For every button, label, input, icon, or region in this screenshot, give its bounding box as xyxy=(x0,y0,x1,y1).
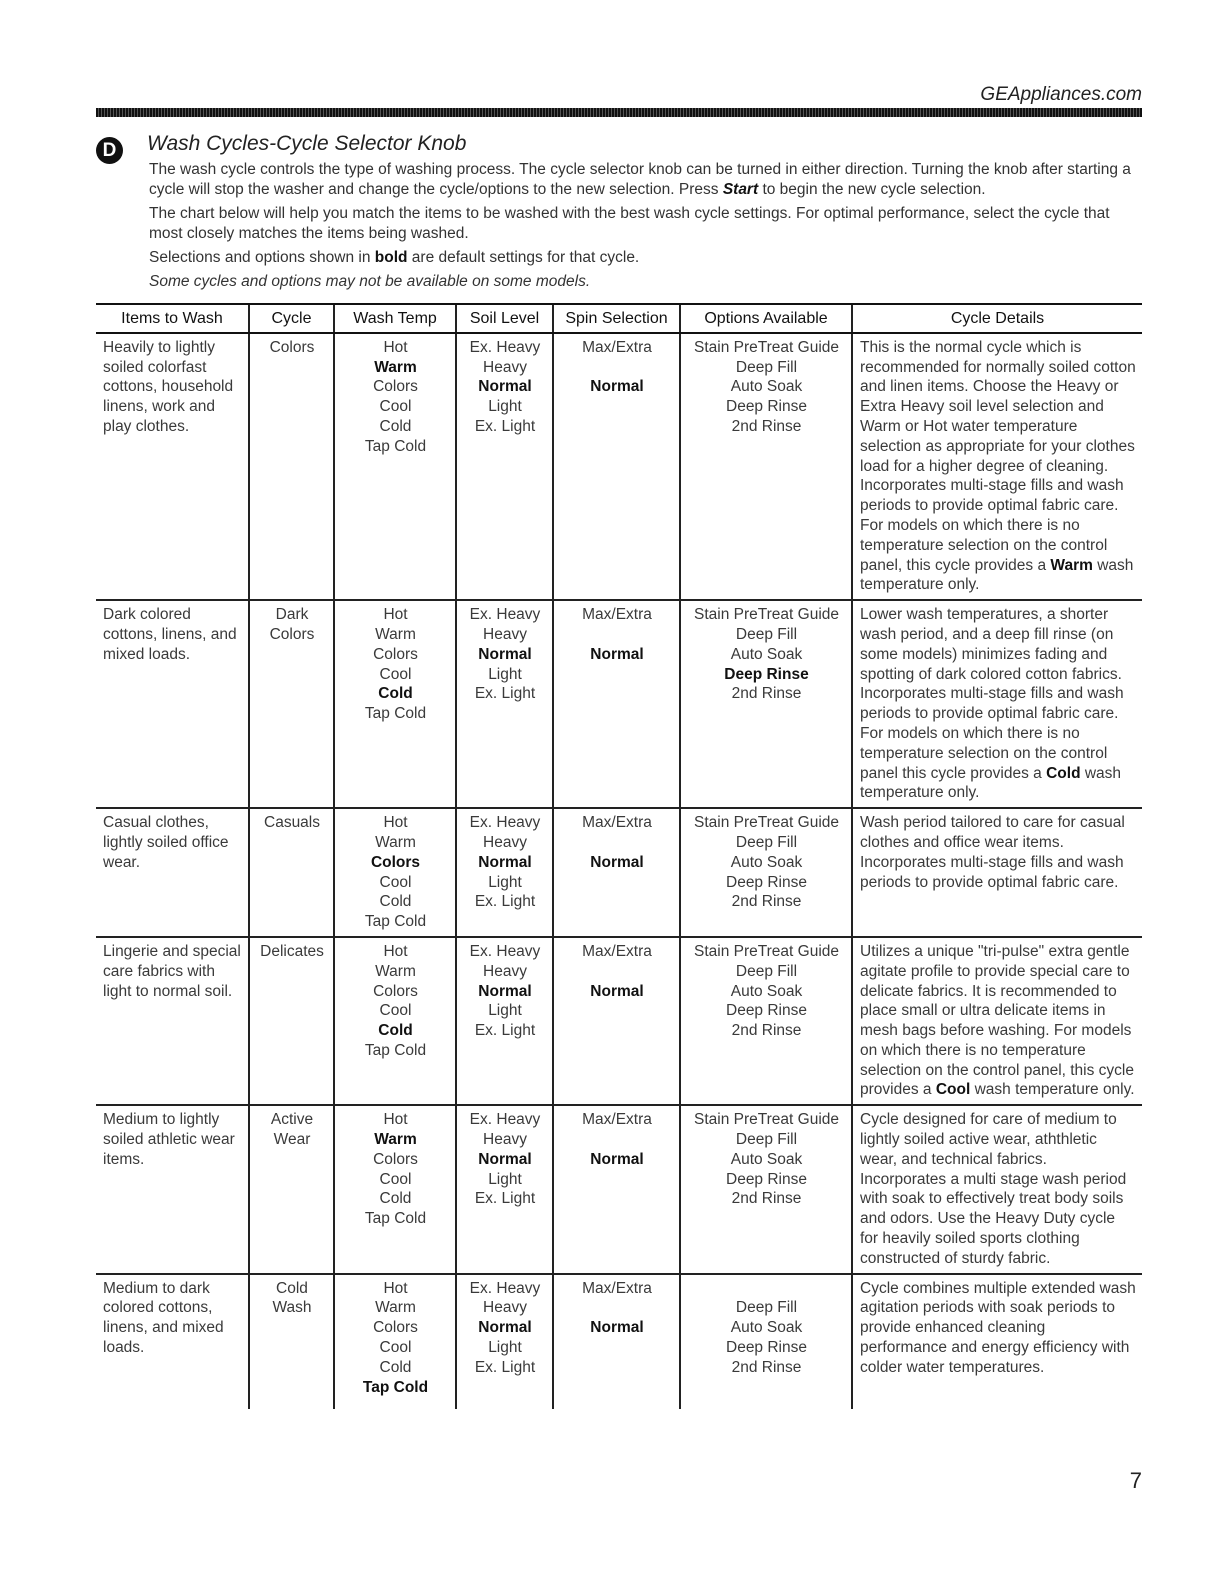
soil-level-cell-value: Light xyxy=(488,1002,522,1020)
soil-level-cell xyxy=(456,808,553,937)
wash-temp-cell-value: Tap Cold xyxy=(364,437,427,455)
spin-cell-value: Normal xyxy=(590,378,644,396)
details-text: wash temperature only. xyxy=(970,1081,1135,1099)
wash-temp-cell-value: Cold xyxy=(378,1022,413,1040)
table-row xyxy=(96,808,1142,937)
options-cell-value: Stain PreTreat Guide xyxy=(693,338,840,356)
spin-cell xyxy=(553,1274,680,1410)
soil-level-cell xyxy=(456,600,553,808)
table-row xyxy=(96,937,1142,1105)
cycle-cell: Active Wear xyxy=(249,1105,334,1273)
details-bold-value: Cool xyxy=(935,1081,971,1099)
options-cell-value: Stain PreTreat Guide xyxy=(693,606,840,624)
spin-cell-value xyxy=(561,358,673,378)
details-text: Cycle designed for care of medium to lightly soiled active wear, aththletic wear, and technical fabrics. Incorporates a multi stage wash period with soak to effectively treat body soils and odors. Use the Heavy Duty cycle for heavily soiled sports clothing constructed of sturdy fabric. xyxy=(860,1111,1127,1267)
soil-level-cell-value: Ex. Light xyxy=(474,893,536,911)
spin-cell-value xyxy=(561,1298,673,1318)
header-soil-level: Soil Level xyxy=(456,304,553,333)
spin-cell xyxy=(553,333,680,600)
wash-temp-cell-value: Warm xyxy=(375,1299,416,1317)
soil-level-cell xyxy=(456,333,553,600)
options-cell-value: 2nd Rinse xyxy=(731,685,802,703)
soil-level-cell xyxy=(456,1105,553,1273)
soil-level-cell-value: Ex. Heavy xyxy=(469,606,541,624)
soil-level-cell-value: Ex. Heavy xyxy=(469,338,541,356)
items-cell: Medium to dark colored cottons, linens, and mixed loads. xyxy=(103,1279,224,1357)
options-cell-value: Deep Rinse xyxy=(726,1002,807,1020)
header-cycle: Cycle xyxy=(249,304,334,333)
spin-cell xyxy=(553,937,680,1105)
wash-temp-cell-value: Tap Cold xyxy=(364,705,427,723)
spin-cell-value: Max/Extra xyxy=(582,1111,652,1129)
soil-level-cell-value: Normal xyxy=(478,378,532,396)
soil-level-cell-value: Light xyxy=(488,665,522,683)
wash-temp-cell-value: Tap Cold xyxy=(364,1041,427,1059)
options-cell-value: Deep Fill xyxy=(735,625,798,643)
table-header-row xyxy=(96,304,1142,333)
spin-cell-value: Normal xyxy=(590,853,644,871)
wash-temp-cell xyxy=(334,808,456,937)
soil-level-cell-value: Ex. Heavy xyxy=(469,1279,541,1297)
details-text: Lower wash temperatures, a shorter wash period, and a deep fill rinse (on some models) minimizes fading and spotting of dark colored cotton fabrics. Incorporates multi-stage fills and wash periods to provide optimal fabric care. For models on which there is no temperature selection on the control panel this cycle provides a xyxy=(860,606,1124,782)
section-title: Wash Cycles-Cycle Selector Knob xyxy=(147,132,467,155)
spin-cell-value: Max/Extra xyxy=(582,338,652,356)
details-text: wash temperature only. xyxy=(860,764,1122,802)
spin-cell xyxy=(553,1105,680,1273)
wash-temp-cell-value: Cool xyxy=(379,1002,412,1020)
soil-level-cell-value: Normal xyxy=(478,1150,532,1168)
details-cell xyxy=(852,808,1142,937)
soil-level-cell-value: Heavy xyxy=(483,1299,527,1317)
wash-temp-cell-value: Colors xyxy=(373,982,418,1000)
wash-temp-cell-value: Colors xyxy=(373,645,418,663)
intro-paragraph-3 xyxy=(149,248,1141,268)
header-spin-selection: Spin Selection xyxy=(553,304,680,333)
soil-level-cell-value: Heavy xyxy=(483,962,527,980)
items-cell: Casual clothes, lightly soiled office wear. xyxy=(96,808,249,937)
wash-temp-cell-value: Hot xyxy=(383,606,408,624)
wash-temp-cell-value: Hot xyxy=(383,1111,408,1129)
soil-level-cell-value: Normal xyxy=(478,1319,532,1337)
cycle-cell: Cold Wash xyxy=(249,1274,334,1410)
header-rule xyxy=(96,108,1142,117)
table-row xyxy=(96,1274,1142,1410)
spin-cell-value xyxy=(561,833,673,853)
options-cell-value: Deep Rinse xyxy=(726,398,807,416)
wash-temp-cell-value: Hot xyxy=(383,1279,408,1297)
options-cell-value: Auto Soak xyxy=(730,853,803,871)
details-cell xyxy=(852,600,1142,808)
soil-level-cell-value: Heavy xyxy=(483,625,527,643)
wash-temp-cell-value: Warm xyxy=(375,625,416,643)
wash-temp-cell-value: Hot xyxy=(383,338,408,356)
cycle-cell: Delicates xyxy=(249,937,334,1105)
table-row xyxy=(96,333,1142,600)
details-cell xyxy=(852,333,1142,600)
wash-temp-cell-value: Warm xyxy=(375,962,416,980)
soil-level-cell-value: Light xyxy=(488,398,522,416)
options-cell-value: Auto Soak xyxy=(730,1150,803,1168)
spin-cell-value: Normal xyxy=(590,645,644,663)
spin-cell-value: Normal xyxy=(590,1319,644,1337)
intro-note xyxy=(149,272,1141,292)
spin-cell-value: Max/Extra xyxy=(582,1279,652,1297)
wash-temp-cell-value: Colors xyxy=(370,853,421,871)
soil-level-cell-value: Normal xyxy=(478,853,532,871)
wash-temp-cell-value: Cool xyxy=(379,873,412,891)
wash-temp-cell-value: Cold xyxy=(378,685,413,703)
details-text: wash temperature only. xyxy=(860,556,1134,594)
soil-level-cell-value: Light xyxy=(488,873,522,891)
items-cell: Lingerie and special care fabrics with light to normal soil. xyxy=(96,937,249,1105)
header-options: Options Available xyxy=(680,304,852,333)
spin-cell-value: Max/Extra xyxy=(582,814,652,832)
details-text: Wash period tailored to care for casual clothes and office wear items. Incorporates multi-stage fills and wash periods to provide optimal fabric care. xyxy=(860,814,1125,891)
options-cell-value: Auto Soak xyxy=(730,645,803,663)
wash-temp-cell-value: Warm xyxy=(375,833,416,851)
options-cell-value: Stain PreTreat Guide xyxy=(693,1111,840,1129)
wash-temp-cell-value: Cold xyxy=(379,1358,412,1376)
soil-level-cell xyxy=(456,1274,553,1410)
options-cell-value: Deep Rinse xyxy=(724,665,809,683)
soil-level-cell-value: Ex. Heavy xyxy=(469,942,541,960)
soil-level-cell-value: Normal xyxy=(478,645,532,663)
soil-level-cell-value: Heavy xyxy=(483,1131,527,1149)
options-cell xyxy=(680,1105,852,1273)
intro-text xyxy=(149,160,1141,296)
spin-cell-value: Max/Extra xyxy=(582,606,652,624)
intro-paragraph-2: The chart below will help you match the items to be washed with the best wash cycle settings. For optimal performance, select the cycle that most closely matches the items being washed. xyxy=(149,205,1110,242)
wash-cycle-table xyxy=(96,303,1142,1409)
options-cell-value: Deep Fill xyxy=(735,1299,798,1317)
wash-temp-cell-value: Cool xyxy=(379,665,412,683)
wash-temp-cell-value: Tap Cold xyxy=(362,1378,429,1396)
wash-temp-cell-value: Warm xyxy=(374,358,417,376)
section-badge: D xyxy=(96,137,123,164)
options-cell-value: 2nd Rinse xyxy=(731,893,802,911)
options-cell-value: Deep Fill xyxy=(735,1131,798,1149)
options-cell xyxy=(680,808,852,937)
options-cell-value: 2nd Rinse xyxy=(731,417,802,435)
intro-paragraph-1 xyxy=(149,160,1141,200)
spin-cell-value xyxy=(561,625,673,645)
options-cell xyxy=(680,1274,852,1410)
site-url: GEAppliances.com xyxy=(980,84,1142,105)
wash-temp-cell-value: Colors xyxy=(373,378,418,396)
soil-level-cell-value: Light xyxy=(488,1170,522,1188)
spin-cell-value xyxy=(561,962,673,982)
details-text: This is the normal cycle which is recommended for normally soiled cotton and linen items. Choose the Heavy or Extra Heavy soil level selection and Warm or Hot water temperature selection as appropriate for your clothes load for a higher degree of cleaning. Incorporates multi-stage fills and wash periods to provide optimal fabric care. For models on which there is no temperature selection on the control panel, this cycle provides a xyxy=(860,338,1136,574)
options-cell-value: Auto Soak xyxy=(730,378,803,396)
options-cell-value: Deep Fill xyxy=(735,358,798,376)
soil-level-cell-value: Ex. Light xyxy=(474,1190,536,1208)
options-cell-value: Stain PreTreat Guide xyxy=(693,814,840,832)
items-cell: Dark colored cottons, linens, and mixed loads. xyxy=(96,600,249,808)
cycle-cell: Colors xyxy=(249,333,334,600)
wash-temp-cell-value: Warm xyxy=(374,1131,417,1149)
intro-text-part: to begin the new cycle selection. xyxy=(758,181,986,198)
soil-level-cell-value: Normal xyxy=(478,982,532,1000)
options-cell-value: 2nd Rinse xyxy=(731,1190,802,1208)
wash-temp-cell-value: Colors xyxy=(373,1150,418,1168)
bold-word: bold xyxy=(374,249,408,266)
soil-level-cell-value: Heavy xyxy=(483,833,527,851)
options-cell-value: 2nd Rinse xyxy=(731,1022,802,1040)
options-cell-value xyxy=(688,1279,845,1299)
options-cell xyxy=(680,600,852,808)
options-cell xyxy=(680,333,852,600)
header-details: Cycle Details xyxy=(852,304,1142,333)
page-number: 7 xyxy=(1129,1468,1142,1493)
header-items: Items to Wash xyxy=(96,304,249,333)
soil-level-cell-value: Heavy xyxy=(483,358,527,376)
wash-temp-cell-value: Cool xyxy=(379,1170,412,1188)
wash-temp-cell-value: Cool xyxy=(379,1339,412,1357)
soil-level-cell-value: Ex. Light xyxy=(474,1358,536,1376)
cycle-cell: Dark Colors xyxy=(249,600,334,808)
intro-text-part: The wash cycle controls the type of washing process. The cycle selector knob can be turned in either direction. Turning the knob after starting a cycle will stop the washer and change the cycle/options to the new selection. Press xyxy=(149,161,1131,198)
header-wash-temp: Wash Temp xyxy=(334,304,456,333)
options-cell-value: Deep Rinse xyxy=(726,1170,807,1188)
options-cell-value: Deep Fill xyxy=(735,833,798,851)
soil-level-cell-value: Ex. Light xyxy=(474,685,536,703)
wash-temp-cell-value: Cool xyxy=(379,398,412,416)
options-cell-value: Deep Rinse xyxy=(726,873,807,891)
soil-level-cell-value: Ex. Light xyxy=(474,1022,536,1040)
wash-temp-cell-value: Hot xyxy=(383,814,408,832)
wash-temp-cell xyxy=(334,1274,456,1410)
spin-cell-value: Normal xyxy=(590,1150,644,1168)
spin-cell-value: Max/Extra xyxy=(582,942,652,960)
wash-temp-cell xyxy=(334,333,456,600)
wash-temp-cell xyxy=(334,1105,456,1273)
details-cell xyxy=(852,1274,1142,1410)
cycle-cell: Casuals xyxy=(249,808,334,937)
availability-note: Some cycles and options may not be available on some models. xyxy=(149,273,591,290)
items-cell: Medium to lightly soiled athletic wear items. xyxy=(96,1105,249,1273)
soil-level-cell-value: Ex. Light xyxy=(474,417,536,435)
details-bold-value: Cold xyxy=(1046,764,1081,782)
wash-temp-cell-value: Cold xyxy=(379,1190,412,1208)
wash-temp-cell xyxy=(334,600,456,808)
details-text: Utilizes a unique "tri-pulse" extra gentle agitate profile to provide special care to delicate fabrics. It is recommended to place small or ultra delicate items in mesh bags before washing. For models on which there is no temperature selection on the control panel, this cycle provides a xyxy=(860,942,1134,1099)
details-cell xyxy=(852,937,1142,1105)
soil-level-cell-value: Ex. Heavy xyxy=(469,1111,541,1129)
table-row xyxy=(96,1105,1142,1273)
details-bold-value: Warm xyxy=(1050,556,1093,574)
options-cell-value: Stain PreTreat Guide xyxy=(693,942,840,960)
options-cell-value: 2nd Rinse xyxy=(731,1358,802,1376)
spin-cell xyxy=(553,600,680,808)
wash-temp-cell xyxy=(334,937,456,1105)
wash-temp-cell-value: Cold xyxy=(379,417,412,435)
start-emphasis: Start xyxy=(722,181,759,198)
wash-temp-cell-value: Cold xyxy=(379,893,412,911)
wash-temp-cell-value: Hot xyxy=(383,942,408,960)
wash-temp-cell-value: Colors xyxy=(373,1319,418,1337)
intro-text-part: are default settings for that cycle. xyxy=(407,249,640,266)
options-cell-value: Deep Rinse xyxy=(726,1339,807,1357)
details-text: Cycle combines multiple extended wash agitation periods with soak periods to provide enhanced cleaning performance and energy efficiency with colder water temperatures. xyxy=(860,1279,1136,1376)
details-cell xyxy=(852,1105,1142,1273)
soil-level-cell-value: Light xyxy=(488,1339,522,1357)
wash-temp-cell-value: Tap Cold xyxy=(364,913,427,931)
wash-temp-cell-value: Tap Cold xyxy=(364,1210,427,1228)
spin-cell-value xyxy=(561,1130,673,1150)
options-cell xyxy=(680,937,852,1105)
spin-cell xyxy=(553,808,680,937)
intro-text-part: Selections and options shown in xyxy=(149,249,375,266)
items-cell: Heavily to lightly soiled colorfast cottons, household linens, work and play clothes. xyxy=(96,333,249,600)
options-cell-value: Auto Soak xyxy=(730,1319,803,1337)
options-cell-value: Deep Fill xyxy=(735,962,798,980)
spin-cell-value: Normal xyxy=(590,982,644,1000)
soil-level-cell xyxy=(456,937,553,1105)
soil-level-cell-value: Ex. Heavy xyxy=(469,814,541,832)
options-cell-value: Auto Soak xyxy=(730,982,803,1000)
table-row xyxy=(96,600,1142,808)
